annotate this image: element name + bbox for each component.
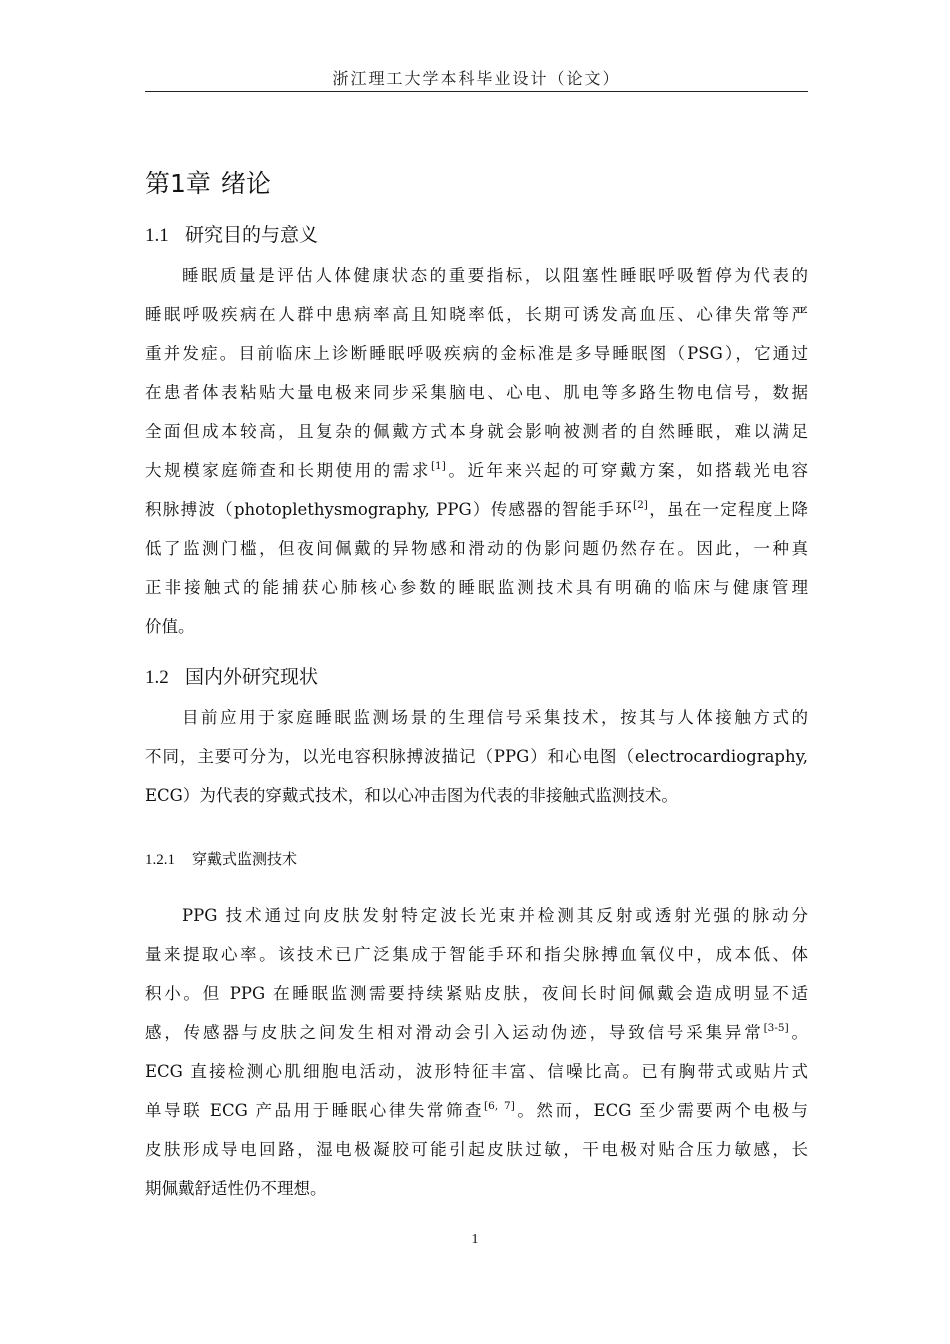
paragraph-line: PPG 技术通过向皮肤发射特定波长光束并检测其反射或透射光强的脉动分 — [182, 906, 808, 925]
paragraph-line — [145, 1021, 808, 1045]
text-run: ，虽在一定程度上降 — [647, 500, 809, 519]
citation-ref: [6, 7] — [484, 1100, 515, 1112]
text-run: 积脉搏波（photoplethysmography, PPG）传感器的智能手环 — [145, 500, 634, 519]
chapter-title: 绪论 — [220, 169, 271, 198]
section-heading-1-2 — [145, 662, 318, 689]
paragraph-line: 全面但成本较高，且复杂的佩戴方式本身就会影响被测者的自然睡眠，难以满足 — [145, 422, 808, 441]
paragraph-line: 睡眠呼吸疾病在人群中患病率高且知晓率低，长期可诱发高血压、心律失常等严 — [145, 305, 808, 324]
paragraph-line — [145, 1099, 808, 1123]
paragraph-line: 低了监测门槛，但夜间佩戴的异物感和滑动的伪影问题仍然存在。因此，一种真 — [145, 539, 808, 558]
running-header: 浙江理工大学本科毕业设计（论文） — [332, 69, 621, 88]
paragraph-line: 不同，主要可分为，以光电容积脉搏波描记（PPG）和心电图（electrocardiography, — [145, 747, 808, 766]
section-heading-1-1 — [145, 220, 318, 247]
paragraph-line: 睡眠质量是评估人体健康状态的重要指标，以阻塞性睡眠呼吸暂停为代表的 — [182, 266, 808, 285]
text-run: 。然而，ECG 至少需要两个电极与 — [514, 1101, 808, 1120]
paragraph-line: 目前应用于家庭睡眠监测场景的生理信号采集技术，按其与人体接触方式的 — [182, 708, 808, 727]
paragraph-line: 量来提取心率。该技术已广泛集成于智能手环和指尖脉搏血氧仪中，成本低、体 — [145, 945, 808, 964]
subsection-heading-1-2-1 — [145, 848, 297, 869]
subsection-number: 1.2.1 — [145, 852, 175, 868]
subsection-title: 穿戴式监测技术 — [192, 850, 298, 868]
text-run: 感，传感器与皮肤之间发生相对滑动会引入运动伪迹，导致信号采集异常 — [145, 1023, 764, 1042]
section-title: 研究目的与意义 — [185, 224, 319, 246]
paragraph-line: 重并发症。目前临床上诊断睡眠呼吸疾病的金标准是多导睡眠图（PSG），它通过 — [145, 344, 808, 363]
text-run: 。近年来兴起的可穿戴方案，如搭载光电容 — [445, 461, 808, 480]
paragraph-line: 期佩戴舒适性仍不理想。 — [145, 1179, 327, 1198]
section-number: 1.2 — [145, 667, 169, 688]
paragraph-line: 积小。但 PPG 在睡眠监测需要持续紧贴皮肤，夜间长时间佩戴会造成明显不适 — [145, 984, 808, 1003]
paragraph-line: 价值。 — [145, 617, 195, 636]
page-number: 1 — [471, 1232, 479, 1247]
section-number: 1.1 — [145, 225, 169, 246]
citation-ref: [2] — [633, 499, 648, 511]
paragraph-line: ECG）为代表的穿戴式技术，和以心冲击图为代表的非接触式监测技术。 — [145, 786, 678, 805]
text-run: 。 — [788, 1023, 809, 1042]
paragraph-line: 正非接触式的能捕获心肺核心参数的睡眠监测技术具有明确的临床与健康管理 — [145, 578, 808, 597]
chapter-heading — [145, 164, 271, 200]
header-rule — [145, 91, 808, 92]
text-run: 单导联 ECG 产品用于睡眠心律失常筛查 — [145, 1101, 485, 1120]
paragraph-line — [145, 459, 808, 483]
text-run: 大规模家庭筛查和长期使用的需求 — [145, 461, 431, 480]
paragraph-line: 在患者体表粘贴大量电极来同步采集脑电、心电、肌电等多路生物电信号，数据 — [145, 383, 808, 402]
paragraph-line: ECG 直接检测心肌细胞电活动，波形特征丰富、信噪比高。已有胸带式或贴片式 — [145, 1062, 808, 1081]
citation-ref: [3-5] — [763, 1022, 789, 1034]
citation-ref: [1] — [430, 460, 446, 472]
section-title: 国内外研究现状 — [185, 666, 319, 688]
paragraph-line: 皮肤形成导电回路，湿电极凝胶可能引起皮肤过敏，干电极对贴合压力敏感，长 — [145, 1140, 808, 1159]
paragraph-line — [145, 498, 808, 522]
chapter-number: 第1章 — [145, 169, 211, 198]
